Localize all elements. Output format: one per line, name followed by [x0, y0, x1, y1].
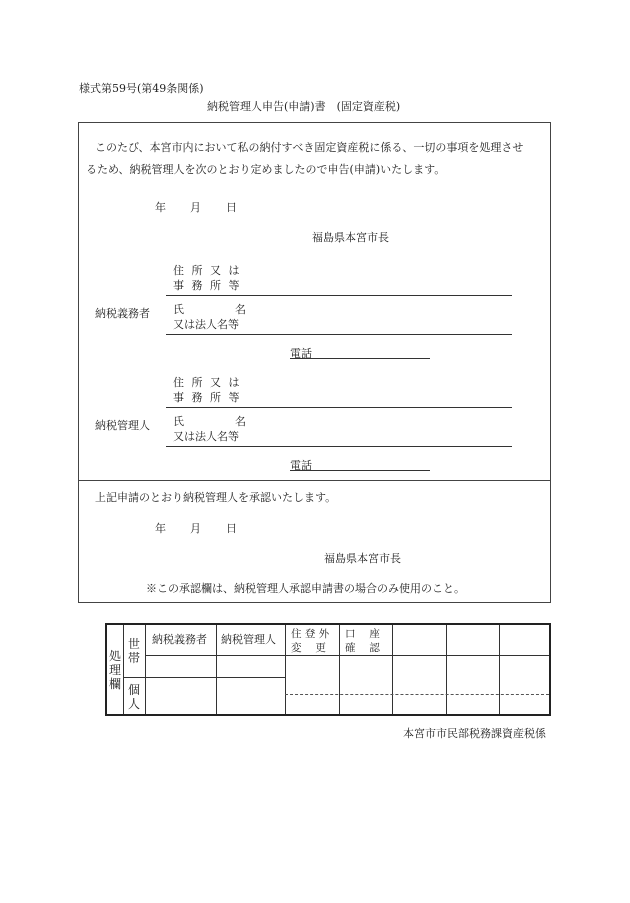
proc-section-label: 処理欄	[108, 649, 121, 691]
proc-vline	[145, 625, 146, 714]
proc-hline	[145, 655, 549, 656]
proc-vline	[285, 625, 286, 714]
proc-dashed-line	[285, 694, 549, 695]
proc-individual-label: 個人	[127, 683, 140, 711]
document-title: 納税管理人申告(申請)書 (固定資産税)	[207, 100, 401, 113]
taxpayer-address-label-1: 住 所 又 は	[173, 264, 242, 277]
proc-col-account-2: 確 認	[345, 642, 380, 654]
administrator-phone-label: 電話	[290, 459, 312, 472]
taxpayer-address-line	[166, 295, 512, 296]
proc-col-taxpayer: 納税義務者	[152, 633, 207, 646]
approval-addressee: 福島県本宮市長	[324, 552, 401, 565]
date-month: 月	[190, 201, 201, 214]
taxpayer-label: 納税義務者	[95, 307, 150, 320]
proc-hline	[123, 677, 285, 678]
proc-vline	[392, 625, 393, 714]
taxpayer-address-label-2: 事 務 所 等	[173, 279, 242, 292]
taxpayer-phone-line	[290, 358, 430, 359]
proc-col-change-2: 変 更	[291, 642, 326, 654]
administrator-name-label-1b: 名	[235, 415, 246, 428]
proc-col-change-1: 住 登 外	[291, 628, 330, 640]
approval-text: 上記申請のとおり納税管理人を承認いたします。	[95, 491, 337, 504]
date-year: 年	[155, 201, 166, 214]
administrator-name-line	[166, 446, 512, 447]
administrator-label: 納税管理人	[95, 419, 150, 432]
footer-department: 本宮市市民部税務課資産税係	[403, 727, 546, 740]
proc-col-account-1: 口 座	[345, 628, 380, 640]
approval-year: 年	[155, 522, 166, 535]
administrator-address-label-2: 事 務 所 等	[173, 391, 242, 404]
date-day: 日	[226, 201, 237, 214]
proc-vline	[216, 625, 217, 714]
proc-household-label: 世帯	[127, 637, 140, 665]
proc-vline	[339, 625, 340, 714]
proc-vline	[446, 625, 447, 714]
administrator-address-line	[166, 407, 512, 408]
application-box	[78, 122, 551, 603]
approval-note: ※この承認欄は、納税管理人承認申請書の場合のみ使用のこと。	[146, 582, 465, 595]
proc-vline	[499, 625, 500, 714]
administrator-name-label-2: 又は法人名等	[173, 430, 239, 443]
approval-day: 日	[226, 522, 237, 535]
proc-vline	[123, 625, 124, 714]
administrator-phone-line	[290, 470, 430, 471]
intro-line-1: このたび、本宮市内において私の納付すべき固定資産税に係る、一切の事項を処理させ	[95, 141, 524, 154]
approval-divider	[78, 480, 551, 481]
taxpayer-name-label-1a: 氏	[173, 303, 184, 316]
addressee: 福島県本宮市長	[312, 231, 389, 244]
approval-month: 月	[190, 522, 201, 535]
taxpayer-name-label-2: 又は法人名等	[173, 318, 239, 331]
taxpayer-name-line	[166, 334, 512, 335]
taxpayer-phone-label: 電話	[290, 347, 312, 360]
taxpayer-name-label-1b: 名	[235, 303, 246, 316]
administrator-name-label-1a: 氏	[173, 415, 184, 428]
proc-col-administrator: 納税管理人	[221, 633, 276, 646]
processing-table	[105, 623, 551, 716]
administrator-address-label-1: 住 所 又 は	[173, 376, 242, 389]
intro-line-2: るため、納税管理人を次のとおり定めましたので申告(申請)いたします。	[86, 163, 446, 176]
form-number: 様式第59号(第49条関係)	[79, 82, 204, 95]
